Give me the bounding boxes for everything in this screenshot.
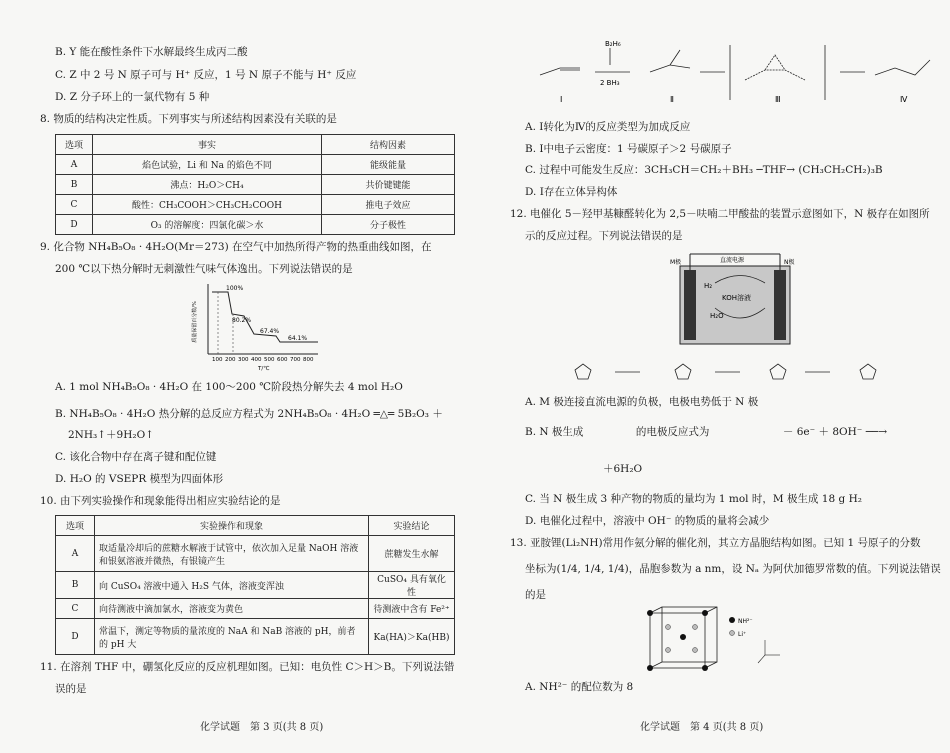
table-header: 事实 [93,135,322,155]
table-cell: 常温下，测定等物质的量浓度的 NaA 和 NaB 溶液的 pH，前者的 pH 大 [95,619,369,655]
q11-option-d: D. Ⅰ存在立体异构体 [525,186,618,198]
furan-ring-4 [860,364,876,379]
x-axis-label: T/℃ [258,366,270,372]
q9-thermogravimetric-chart [190,282,320,372]
n-label: N极 [784,259,795,266]
table-header: 选项 [56,135,93,155]
q10-table [55,515,455,655]
table-cell: 焰色试验，Li 和 Na 的焰色不同 [93,155,322,175]
table-cell: 推电子效应 [322,195,455,215]
q13-stem-line3: 的是 [525,589,546,601]
q7-option-d: D. Z 分子环上的一氯代物有 5 种 [55,91,210,103]
right-page [480,0,950,753]
table-cell: 共价键键能 [322,175,455,195]
q11-mechanism-figure [520,40,940,110]
cell-front [650,613,705,668]
data-label-67: 67.4% [260,328,280,335]
alkene-I [540,68,580,75]
q9-option-a: A. 1 mol NH₄B₅O₈ · 4H₂O 在 100～200 ℃阶段热分解失去 4 mol H₂O [55,381,403,393]
q8-stem: 8. 物质的结构决定性质。下列事实与所述结构因素没有关联的是 [40,113,337,125]
table-row [56,619,455,655]
table-cell: O₃ 的溶解度：四氯化碳＞水 [93,215,322,235]
q13-stem-line1: 13. 亚胺锂(Li₂NH)常用作氨分解的催化剂，其立方晶胞结构如图。已知 1 号原子的分数 [510,537,921,549]
table-header: 选项 [56,516,95,536]
table-row [56,215,455,235]
table-cell: 向待测液中滴加氯水，溶液变为黄色 [95,599,369,619]
q11-stem-line1: 11. 在溶剂 THF 中，硼氢化反应的反应机理如图。已知：电负性 C＞H＞B。下列说法错 [40,661,455,673]
legend-li-marker [730,631,735,636]
q12-electrolysis-cell [670,248,800,346]
data-label-100: 100% [226,285,244,292]
table-cell: 蔗糖发生水解 [369,536,455,572]
q12-option-c: C. 当 N 极生成 3 种产物的物质的量均为 1 mol 时，M 极生成 18 g H₂ [525,493,862,505]
q12-option-d: D. 电催化过程中，溶液中 OH⁻ 的物质的量将会减少 [525,515,770,527]
table-row [56,175,455,195]
h2-label: H₂ [704,282,713,290]
m-electrode [684,270,696,340]
x-axis-arrow [758,655,765,663]
furan-ring-3 [770,364,786,379]
table-cell: 沸点：H₂O＞CH₄ [93,175,322,195]
table-cell: 取适量冷却后的蔗糖水解液于试管中，依次加入足量 NaOH 溶液和银氨溶液并微热，有银镜产生 [95,536,369,572]
furan-ring-2 [675,364,691,379]
q9-option-b-cont: 2NH₃↑＋9H₂O↑ [68,429,154,441]
label-III: Ⅲ [775,95,781,104]
brackets-III [730,45,825,100]
table-cell: B [56,572,95,599]
q9-option-d: D. H₂O 的 VSEPR 模型为四面体形 [55,473,224,485]
nh-ion [647,610,653,616]
table-row [56,195,455,215]
nh-ion [702,665,708,671]
table-cell: D [56,215,93,235]
q11-option-a: A. Ⅰ转化为Ⅳ的反应类型为加成反应 [525,121,691,133]
table-row [56,572,455,599]
table-header: 结构因素 [322,135,455,155]
page-footer-right: 化学试题 第 4 页(共 8 页) [640,722,764,733]
q8-table [55,134,455,235]
arrow-label: 2 BH₃ [600,79,620,87]
x-tick: 100 [212,357,223,363]
li-ion [666,625,671,630]
q13-option-a: A. NH²⁻ 的配位数为 8 [525,681,634,693]
reagent-label: B₂H₆ [605,40,621,48]
q10-stem: 10. 由下列实验操作和现象能得出相应实验结论的是 [40,495,281,507]
y-axis-label: 质量保留百分数/% [192,301,198,343]
q9-option-c: C. 该化合物中存在离子键和配位键 [55,451,217,463]
electrolyte-tank [680,266,790,344]
cell-back [662,607,717,662]
x-tick: 700 [290,357,301,363]
table-row [56,155,455,175]
q13-unit-cell [640,605,810,675]
table-header: 实验操作和现象 [95,516,369,536]
complex-II [650,50,690,72]
table-cell: Ka(HA)＞Ka(HB) [369,619,455,655]
q12-reaction-sequence [545,355,925,385]
m-label: M极 [670,259,682,266]
x-tick: 200 [225,357,236,363]
legend-li-label: Li⁺ [738,631,747,638]
q11-option-c: C. 过程中可能发生反应：3CH₃CH＝CH₂＋BH₃ ─THF→ (CH₃CH₂CH₂)₃B [525,164,883,176]
q12-option-b-cont: ＋6H₂O [540,463,643,475]
page-footer-left: 化学试题 第 3 页(共 8 页) [200,722,324,733]
power-label: 直流电源 [720,257,745,264]
table-header: 实验结论 [369,516,455,536]
table-header-row [56,516,455,536]
q9-option-b: B. NH₄B₅O₈ · 4H₂O 热分解的总反应方程式为 2NH₄B₅O₈ · 4H₂O ═△═ 5B₂O₃ ＋ [55,408,443,420]
table-cell: C [56,195,93,215]
q12-stem-line2: 示的反应过程。下列说法错误的是 [525,230,683,242]
q12-option-b: B. N 极生成 的电极反应式为 － 6e⁻ ＋ 8OH⁻ ──→ [525,426,888,438]
table-header-row [56,135,455,155]
nh-ion [647,665,653,671]
table-cell: 酸性：CH₃COOH＞CH₃CH₂COOH [93,195,322,215]
li-ion [693,625,698,630]
x-tick: 600 [277,357,288,363]
x-tick: 500 [264,357,275,363]
table-cell: 分子极性 [322,215,455,235]
product-IV [875,60,930,75]
data-label-80: 80.2% [232,317,252,324]
nh-ion [702,610,708,616]
axes-icon [758,640,780,663]
table-row [56,536,455,572]
q9-stem-line1: 9. 化合物 NH₄B₅O₈ · 4H₂O(Mr＝273) 在空气中加热所得产物的热重曲线如图，在 [40,241,432,253]
table-row [56,599,455,619]
furan-ring-1 [575,364,591,379]
transition-state-III [745,55,805,80]
nh-ion [680,634,686,640]
data-label-64: 64.1% [288,335,308,342]
q9-stem-line2: 200 ℃以下热分解时无刺激性气味气体逸出。下列说法错误的是 [55,263,353,275]
x-tick: 300 [238,357,249,363]
table-cell: C [56,599,95,619]
legend-nh-label: NH²⁻ [738,618,753,625]
table-cell: 向 CuSO₄ 溶液中通入 H₂S 气体，溶液变浑浊 [95,572,369,599]
table-cell: CuSO₄ 具有氧化性 [369,572,455,599]
li-ion [693,648,698,653]
label-II: Ⅱ [670,95,674,104]
li-ion [666,648,671,653]
table-cell: D [56,619,95,655]
q13-stem-line2: 坐标为(1/4, 1/4, 1/4)，晶胞参数为 a nm，设 Nₐ 为阿伏加德罗常数的值。下列说法错误 [525,563,941,575]
q12-option-a: A. M 极连接直流电源的负极，电极电势低于 N 极 [525,396,759,408]
table-cell: 待测液中含有 Fe²⁺ [369,599,455,619]
label-I: Ⅰ [560,95,563,104]
legend-nh-marker [729,617,735,623]
label-IV: Ⅳ [900,95,908,104]
table-cell: B [56,175,93,195]
table-cell: A [56,155,93,175]
h2o-label: H₂O [710,312,724,320]
solution-label: KOH溶液 [722,294,751,302]
q11-option-b: B. Ⅰ中电子云密度：1 号碳原子＞2 号碳原子 [525,143,732,155]
q11-stem-line2: 误的是 [55,683,87,695]
x-tick: 400 [251,357,262,363]
q7-option-c: C. Z 中 2 号 N 原子可与 H⁺ 反应，1 号 N 原子不能与 H⁺ 反应 [55,69,357,81]
q7-option-b: B. Y 能在酸性条件下水解最终生成丙二酸 [55,46,248,58]
table-cell: 能级能量 [322,155,455,175]
x-tick: 800 [303,357,314,363]
table-cell: A [56,536,95,572]
x-ticks [212,357,314,363]
q12-stem-line1: 12. 电催化 5－羟甲基糠醛转化为 2,5－呋喃二甲酸盐的装置示意图如下，N 极存在如图所 [510,208,930,220]
n-electrode [774,270,786,340]
